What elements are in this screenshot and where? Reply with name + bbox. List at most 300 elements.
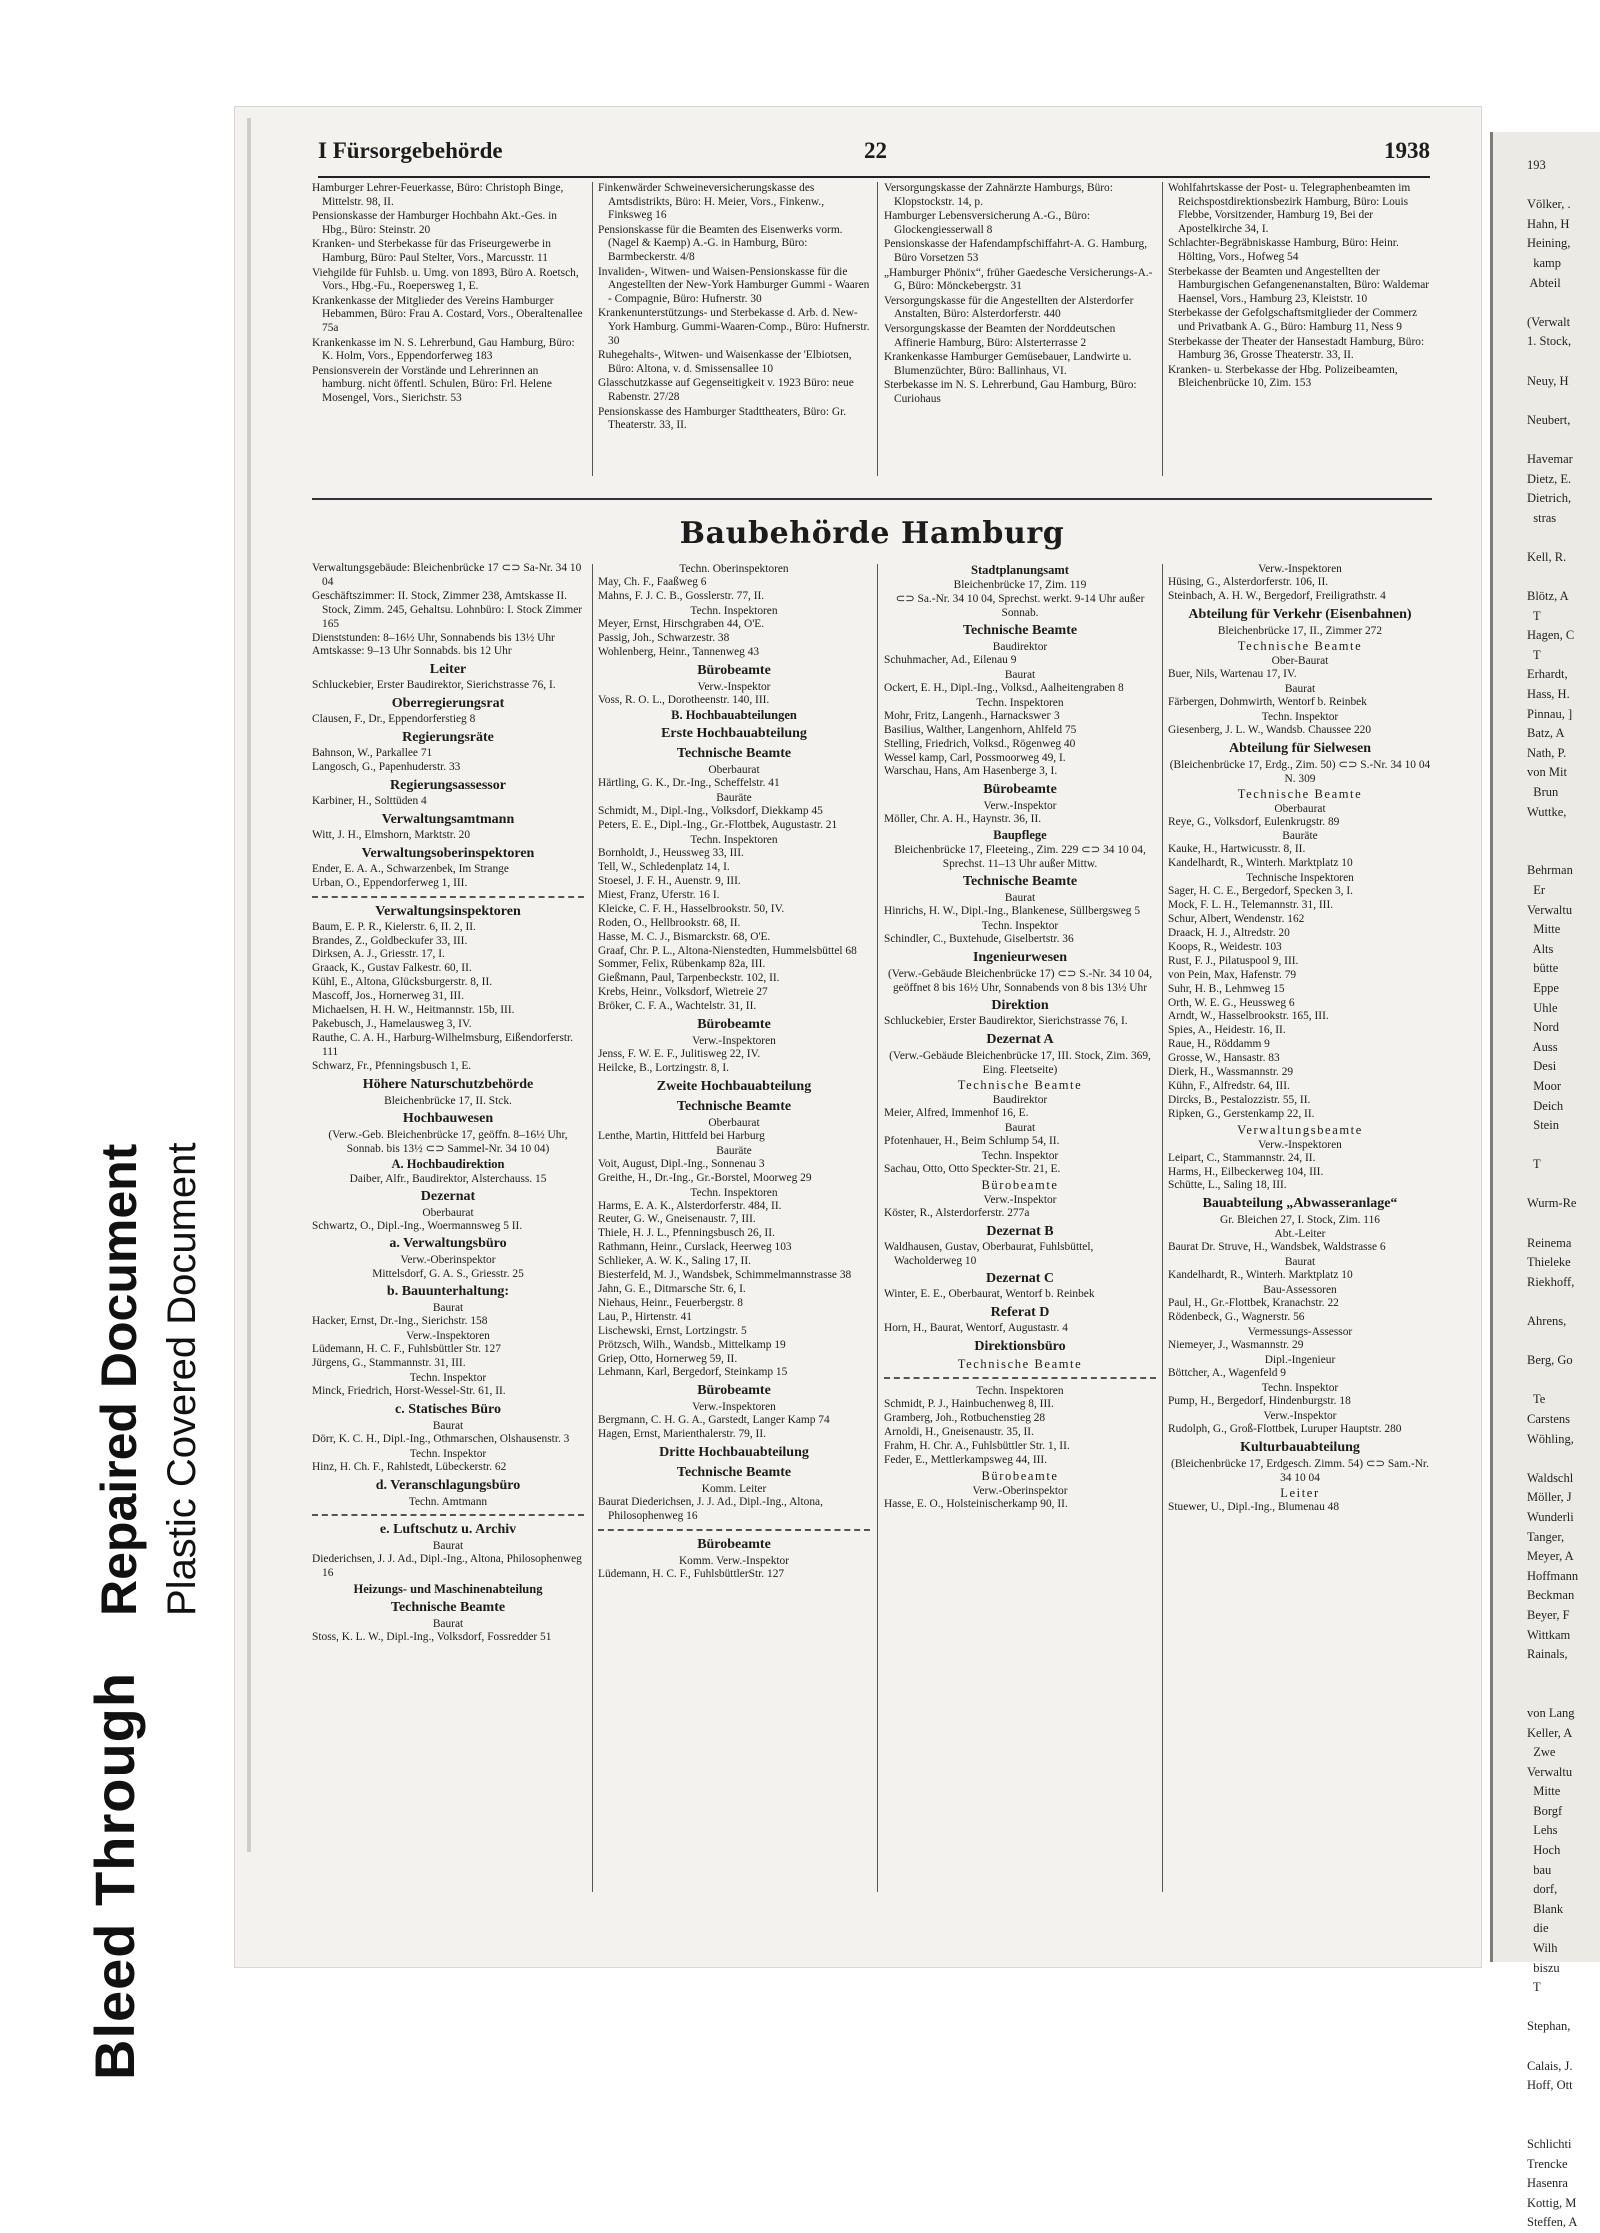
fuersorge-entry: Kranken- u. Sterbekasse der Hbg. Polizeibeamten, Bleichenbrücke 10, Zim. 153 — [1168, 363, 1398, 390]
baubehoerde-section — [312, 562, 1432, 1902]
fuersorge-entry: Sterbekasse der Gefolgschaftsmitglieder der Commerz und Privatbank A. G., Büro: Hamburg 11, Ness 9 — [1168, 307, 1418, 333]
sub-heading: Technische Inspektoren — [1246, 872, 1354, 885]
directory-entry: Hinrichs, H. W., Dipl.-Ing., Blankenese, Süllbergsweg 5 — [884, 905, 1141, 918]
directory-entry: Suhr, H. B., Lehmweg 15 — [1168, 982, 1285, 995]
directory-entry: Meier, Alfred, Immenhof 16, E. — [884, 1106, 1029, 1119]
sub-heading: Verw.-Inspektor — [983, 1193, 1057, 1206]
section-heading: Leiter — [429, 662, 467, 678]
sub-heading: Techn. Inspektor — [1261, 1381, 1339, 1394]
fuersorge-entry: Invaliden-, Witwen- und Waisen-Pensionskasse für die Angestellten der New-York Hamburger Gummi - Waaren - Compagnie, Büro: Hufnerstr. 30 — [598, 265, 870, 305]
section-heading: Dezernat C — [985, 1271, 1055, 1287]
directory-entry: Griep, Otto, Hornerweg 59, II. — [598, 1352, 738, 1365]
fuersorge-entry: „Hamburger Phönix“, früher Gaedesche Versicherungs-A.-G, Büro: Mönckebergstr. 31 — [884, 266, 1153, 293]
sub-heading: Daiber, Alfr., Baudirektor, Alsterchauss. 15 — [349, 1172, 547, 1185]
sub-heading: (Bleichenbrücke 17, Erdgesch. Zimm. 54) ⊂⊃ Sam.-Nr. 34 10 04 — [1171, 1457, 1429, 1484]
directory-entry: Kühn, F., Alfredstr. 64, III. — [1168, 1079, 1290, 1092]
section-heading: Technische Beamte — [676, 746, 792, 762]
section-heading: Abteilung für Verkehr (Eisenbahnen) — [1188, 606, 1412, 622]
directory-entry: Ender, E. A. A., Schwarzenbek, Im Strange — [312, 862, 509, 875]
section-heading: Bürobeamte — [697, 1536, 771, 1552]
directory-entry: Roden, O., Hellbrookstr. 68, II. — [598, 916, 741, 929]
section-heading: Oberregierungsrat — [391, 696, 505, 712]
header-page-number: 22 — [864, 138, 887, 163]
directory-entry: Verwaltungsgebäude: Bleichenbrücke 17 ⊂⊃ Sa-Nr. 34 10 04 — [312, 562, 582, 588]
directory-entry: Bergmann, C. H. G. A., Garstedt, Langer Kamp 74 — [598, 1414, 830, 1427]
directory-entry: Orth, W. E. G., Heussweg 6 — [1168, 996, 1295, 1009]
directory-entry: Rödenbeck, G., Wagnerstr. 56 — [1168, 1311, 1305, 1324]
fuersorge-entry: Hamburger Lebensversicherung A.-G., Büro: Glockengiesserwall 8 — [884, 210, 1091, 236]
fuersorge-entry: Schlachter-Begräbniskasse Hamburg, Büro: Heinr. Hölting, Vors., Hofweg 54 — [1168, 237, 1399, 263]
sub-heading: Bleichenbrücke 17, Fleeteing., Zim. 229 ⊂⊃ 34 10 04, Sprechst. 11–13 Uhr außer Mittw. — [894, 844, 1146, 871]
directory-entry: Greithe, H., Dr.-Ing., Gr.-Borstel, Moorweg 29 — [598, 1171, 812, 1184]
directory-entry: Baum, E. P. R., Kielerstr. 6, II. 2, II. — [312, 920, 476, 933]
directory-entry: Hasse, M. C. J., Bismarckstr. 68, O'E. — [598, 930, 771, 943]
directory-entry: Graaf, Chr. P. L., Altona-Nienstedten, Hummelsbüttel 68 — [598, 944, 857, 957]
sub-heading: Oberbaurat — [708, 1116, 760, 1129]
label-strip — [0, 568, 230, 2080]
directory-entry: Diederichsen, J. J. Ad., Dipl.-Ing., Altona, Philosophenweg 16 — [312, 1552, 582, 1579]
fuersorge-entry: Sterbekasse der Theater der Hansestadt Hamburg, Büro: Hamburg 36, Grosse Theaterstr. 33, II. — [1168, 335, 1425, 362]
directory-entry: Köster, R., Alsterdorferstr. 277a — [884, 1206, 1030, 1219]
section-heading: Höhere Naturschutzbehörde — [362, 1076, 534, 1092]
directory-entry: Mohr, Fritz, Langenh., Harnackswег 3 — [884, 709, 1060, 722]
spaced-heading: Technische Beamte — [1237, 786, 1363, 801]
column-rule — [1162, 182, 1163, 476]
directory-entry: Voit, August, Dipl.-Ing., Sonnenau 3 — [598, 1157, 765, 1170]
directory-entry: Wessel kamp, Carl, Possmoorweg 49, I. — [884, 751, 1066, 764]
column-rule — [877, 182, 878, 476]
sub-heading: Baurat — [1284, 1256, 1316, 1269]
section-heading: Bauabteilung „Abwasseranlage“ — [1202, 1196, 1398, 1212]
section-heading: Bürobeamte — [697, 1383, 771, 1399]
sub-heading: Techn. Inspektoren — [976, 696, 1064, 709]
directory-entry: Warschau, Hans, Am Hasenberge 3, I. — [884, 765, 1058, 778]
directory-entry: Mock, F. L. H., Telemannstr. 31, III. — [1168, 899, 1334, 912]
directory-entry: Hagen, Ernst, Marienthalerstr. 79, II. — [598, 1428, 766, 1441]
spaced-heading: Leiter — [1280, 1485, 1320, 1500]
sub-heading: Techn. Inspektoren — [690, 604, 778, 617]
label-bleed-through: Bleed Through — [83, 1671, 146, 2080]
directory-entry: Arndt, W., Hasselbrookstr. 165, III. — [1168, 1010, 1329, 1023]
fuersorge-entry: Krankenkasse Hamburger Gemüsebauer, Landwirte u. Blumenzüchter, Büro: Ballinhaus, VI. — [884, 351, 1132, 377]
fuersorge-entry: Kranken- und Sterbekasse für das Friseurgewerbe in Hamburg, Büro: Paul Stelter, Vors., Marcusstr. 11 — [312, 238, 551, 264]
sub-heading: Verw.-Inspektoren — [406, 1330, 490, 1343]
fuersorge-entry: Krankenkasse im N. S. Lehrerbund, Gau Hamburg, Büro: K. Holm, Vors., Eppendorferweg 183 — [312, 336, 575, 363]
directory-entry: Passig, Joh., Schwarzestr. 38 — [598, 631, 730, 644]
fuersorge-entry: Versorgungskasse der Beamten der Norddeutschen Affinerie Hamburg, Büro: Alsterterrasse 2 — [884, 322, 1116, 349]
neighbor-page — [1490, 132, 1600, 2230]
fuersorge-entry: Ruhegehalts-, Witwen- und Waisenkasse der 'Elbiotsen, Büro: Altona, v. d. Smissensallee 10 — [598, 349, 852, 375]
directory-entry: Schwarz, Fr., Pfenningsbusch 1, E. — [312, 1059, 472, 1072]
directory-entry: Kandelhardt, R., Winterh. Marktplatz 10 — [1168, 1269, 1353, 1282]
section-heading: Technische Beamte — [962, 623, 1078, 638]
fuersorge-section — [312, 182, 1432, 482]
sub-heading: (Verw.-Gebäude Bleichenbrücke 17, III. Stock, Zim. 369, Eing. Fleetseite) — [889, 1049, 1151, 1076]
main-title: Baubehörde Hamburg — [679, 516, 1065, 551]
sub-heading: Bauräte — [1282, 830, 1318, 843]
directory-entry: Bahnson, W., Parkallee 71 — [312, 747, 433, 760]
sub-heading: Baurat — [432, 1302, 464, 1315]
sub-heading: (Verw.-Geb. Bleichenbrücke 17, geöffn. 8–16½ Uhr, Sonnab. bis 13½ ⊂⊃ Sammel-Nr. 34 10 04) — [328, 1128, 568, 1155]
directory-entry: Schur, Albert, Wendenstr. 162 — [1168, 913, 1305, 926]
directory-entry: Härtling, G. K., Dr.-Ing., Scheffelstr. 41 — [598, 777, 780, 790]
fuersorge-entry: Sterbekasse im N. S. Lehrerbund, Gau Hamburg, Büro: Curiohaus — [884, 379, 1137, 405]
directory-entry: Miest, Franz, Uferstr. 16 I. — [598, 888, 720, 901]
sub-heading: Techn. Inspektoren — [690, 834, 778, 847]
directory-entry: Kleicke, C. F. H., Hasselbrookstr. 50, IV. — [598, 902, 785, 915]
sub-heading: Baurat — [432, 1420, 464, 1433]
spaced-heading: Bürobeamte — [981, 1177, 1059, 1192]
directory-entry: Schindler, C., Buxtehude, Giselbertstr. 36 — [884, 933, 1074, 946]
directory-entry: Steinbach, A. H. W., Bergedorf, Freiligrathstr. 4 — [1168, 589, 1386, 602]
directory-entry: Böttcher, A., Wagenfeld 9 — [1168, 1366, 1286, 1379]
column-rule — [592, 564, 593, 1892]
bold-heading: B. Hochbauabteilungen — [671, 708, 797, 723]
directory-entry: Lenthe, Martin, Hittfeld bei Harburg — [598, 1129, 765, 1142]
sub-heading: Bleichenbrücke 17, Zim. 119 — [953, 579, 1087, 591]
directory-entry: Dienststunden: 8–16½ Uhr, Sonnabends bis 13½ Uhr — [312, 631, 555, 644]
directory-entry: Paul, H., Gr.-Flottbek, Kranachstr. 22 — [1168, 1297, 1339, 1310]
directory-entry: Koops, R., Weidestr. 103 — [1168, 940, 1282, 953]
dash-separator — [312, 896, 584, 898]
sub-heading: Verw.-Inspektoren — [692, 1401, 776, 1414]
fuersorge-entry: Krankenunterstützungs- und Sterbekasse d. Arb. d. New-York Hamburg. Gummi-Waaren-Comp., Büro: Hufnerstr. 30 — [598, 307, 870, 347]
header-year: 1938 — [1384, 138, 1430, 163]
sub-heading: Baudirektor — [992, 1093, 1048, 1106]
sub-heading: Mittelsdorf, G. A. S., Griesstr. 25 — [372, 1268, 524, 1281]
sub-heading: Verw.-Inspektor — [697, 680, 771, 693]
directory-entry: Sachau, Otto, Otto Speckter-Str. 21, E. — [884, 1162, 1061, 1175]
section-divider — [312, 498, 1432, 500]
fuersorge-entry: Pensionskasse der Hamburger Hochbahn Akt.-Ges. in Hbg., Büro: Steinstr. 20 — [312, 210, 557, 236]
directory-entry: Jenss, F. W. E. F., Julitisweg 22, IV. — [598, 1048, 761, 1061]
directory-entry: Hasse, E. O., Holsteinischerkamp 90, II. — [884, 1497, 1068, 1510]
header-section: I Fürsorgebehörde — [318, 138, 503, 163]
directory-entry: Rathmann, Heinr., Curslack, Heerweg 103 — [598, 1241, 792, 1254]
directory-entry: Rudolph, G., Groß-Flottbek, Luruper Hauptstr. 280 — [1168, 1422, 1402, 1435]
header-rule — [318, 176, 1430, 178]
section-heading: Erste Hochbauabteilung — [661, 726, 807, 742]
directory-entry: Mascoff, Jos., Hornerweg 31, III. — [312, 990, 464, 1003]
directory-entry: Geschäftszimmer: II. Stock, Zimmer 238, Amtskasse II. Stock, Zimm. 245, Gehaltsu. Lohnbüro: I. Stock Zimmer 165 — [312, 589, 583, 630]
dash-separator — [312, 1514, 584, 1516]
sub-heading: Techn. Inspektor — [981, 1149, 1059, 1162]
directory-entry: Arnoldi, H., Gneisenaustr. 35, II. — [884, 1426, 1034, 1439]
section-heading: Referat D — [990, 1305, 1050, 1321]
column-rule — [877, 564, 878, 1892]
fuersorge-column-3 — [884, 182, 1156, 408]
section-heading: d. Veranschlagungsbüro — [375, 1477, 521, 1493]
sub-heading: Oberbaurat — [1274, 802, 1326, 815]
sub-heading: Techn. Oberinspektoren — [679, 563, 789, 575]
directory-entry: Dirksen, A. J., Griesstr. 17, I. — [312, 948, 445, 961]
section-heading: a. Verwaltungsbüro — [389, 1236, 507, 1252]
baubehoerde-column-4 — [1168, 562, 1432, 1515]
sub-heading: Oberbaurat — [708, 764, 760, 777]
section-heading: Bürobeamte — [983, 782, 1057, 798]
directory-entry: Harms, E. A. K., Alsterdorferstr. 484, II. — [598, 1199, 782, 1212]
directory-entry: Lau, P., Hirtenstr. 41 — [598, 1310, 692, 1323]
sub-heading: (Bleichenbrücke 17, Erdg., Zim. 50) ⊂⊃ S.-Nr. 34 10 04 N. 309 — [1169, 758, 1431, 785]
bold-heading: Heizungs- und Maschinenabteilung — [353, 1581, 543, 1596]
directory-entry: Jürgens, G., Stammannstr. 31, III. — [312, 1357, 466, 1370]
directory-entry: Dierk, H., Wassmannstr. 29 — [1168, 1066, 1294, 1079]
fuersorge-entry: Versorgungskasse der Zahnärzte Hamburgs, Büro: Klopstockstr. 14, p. — [884, 182, 1113, 208]
directory-entry: Reuter, G. W., Gneisenaustr. 7, III. — [598, 1213, 756, 1226]
directory-entry: Basilius, Walther, Langenhorn, Ahlfeld 75 — [884, 723, 1077, 736]
directory-entry: Meyer, Ernst, Hirschgraben 44, O'E. — [598, 617, 765, 630]
section-heading: Ingenieurwesen — [972, 950, 1068, 966]
directory-entry: Bornholdt, J., Heussweg 33, III. — [598, 847, 744, 860]
directory-entry: Hacker, Ernst, Dr.-Ing., Sierichstr. 158 — [312, 1315, 488, 1328]
sub-heading: Bau-Assessoren — [1263, 1284, 1337, 1297]
section-heading: Technische Beamte — [676, 1465, 792, 1481]
dash-separator — [598, 1529, 870, 1531]
bold-heading: Stadtplanungsamt — [971, 563, 1069, 577]
fuersorge-column-2 — [598, 182, 870, 434]
sub-heading: Baurat — [1004, 668, 1036, 681]
neighbor-page-text: 193 Völker, . Hahn, H Heining, kamp Abteil (Verwalt 1. Stock, Neuy, H Neubert, Havemar Dietz, E. Dietrich, stras Kell, R. Blötz, A T Hagen, C T Erhardt, Hass, H. Pinnau, ] Batz, A Nath, P. von Mit Brun Wuttke, Behrman Er Verwaltu Mitte Alts bütte Eppe Uhle Nord Auss Desi Moor Deich Stein T Wurm-Re Reinema Thieleke Riekhoff, Ahrens, Berg, Go Te Carstens Wöhling, Waldschl Möller, J Wunderli Tanger, Meyer, A Hoffmann Beckman Beyer, F Wittkam Rainals, von Lang Keller, A Zwe Verwaltu Mitte Borgf Lehs Hoch bau dorf, Blank die Wilh biszu T Stephan, Calais, J. Hoff, Ott Schlichti Trencke Hasenra Kottig, M Steffen, A — [1527, 158, 1579, 2230]
sub-heading: ⊂⊃ Sa.-Nr. 34 10 04, Sprechst. werkt. 9-14 Uhr außer Sonnab. — [895, 593, 1145, 619]
directory-entry: Stuewer, U., Dipl.-Ing., Blumenau 48 — [1168, 1500, 1340, 1513]
directory-entry: Ockert, E. H., Dipl.-Ing., Volksd., Aalheitengraben 8 — [884, 681, 1124, 694]
directory-entry: Bröker, C. F. A., Wachtelstr. 31, II. — [598, 1000, 757, 1013]
sub-heading: Verw.-Inspektoren — [1258, 563, 1342, 575]
fuersorge-entry: Pensionskasse der Hafendampfschiffahrt-A. G. Hamburg, Büro Vorsetzen 53 — [884, 238, 1148, 264]
dash-separator — [884, 1377, 1156, 1379]
directory-entry: Lüdemann, H. C. F., FuhlsbüttlerStr. 127 — [598, 1567, 785, 1580]
directory-entry: Horn, H., Baurat, Wentorf, Augustastr. 4 — [884, 1322, 1068, 1335]
directory-entry: Gramberg, Joh., Rotbuchenstieg 28 — [884, 1412, 1046, 1425]
directory-entry: Krebs, Heinr., Volksdorf, Wietreie 27 — [598, 986, 768, 999]
sub-heading: Verw.-Inspektor — [1263, 1409, 1337, 1422]
section-heading: Bürobeamte — [697, 1017, 771, 1033]
sub-heading: (Verw.-Gebäude Bleichenbrücke 17) ⊂⊃ S.-Nr. 34 10 04, geöffnet 8 bis 16½ Uhr, Sonnabends von 8 bis 13½ Uhr — [887, 968, 1153, 995]
directory-entry: Stoesel, J. F. H., Auenstr. 9, III. — [598, 874, 741, 887]
directory-entry: Möller, Chr. A. H., Haynstr. 36, II. — [884, 813, 1042, 826]
column-rule — [592, 182, 593, 476]
directory-entry: Schwartz, O., Dipl.-Ing., Woermannsweg 5 II. — [312, 1219, 523, 1232]
section-heading: Regierungsassessor — [390, 777, 506, 793]
directory-entry: Rauthe, C. A. H., Harburg-Wilhelmsburg, Eißendorferstr. 111 — [312, 1031, 574, 1058]
fuersorge-entry: Sterbekasse der Beamten und Angestellten der Hamburgischen Gefangenenanstalten, Büro: Waldemar Haensel, Vors., Hamburg 23, Kleiststr. 10 — [1168, 265, 1430, 305]
directory-entry: Raue, H., Röddamm 9 — [1168, 1038, 1270, 1051]
fuersorge-entry: Finkenwärder Schweineversicherungskasse des Amtsdistrikts, Büro: H. Meier, Vors., Finkenw., Finksweg 16 — [598, 182, 825, 222]
sub-heading: Dipl.-Ingenieur — [1264, 1353, 1336, 1366]
sub-heading: Komm. Leiter — [701, 1483, 767, 1496]
bold-heading: A. Hochbaudirektion — [391, 1156, 505, 1171]
directory-entry: Dörr, K. C. H., Dipl.-Ing., Othmarschen, Olshausenstr. 3 — [312, 1433, 570, 1446]
sub-heading: Baurat — [1004, 1121, 1036, 1134]
sub-heading: Techn. Inspektor — [409, 1372, 487, 1385]
section-heading: c. Statisches Büro — [395, 1402, 501, 1418]
section-heading: Verwaltungsoberinspektoren — [361, 845, 535, 861]
sub-heading: Abt.-Leiter — [1274, 1228, 1326, 1241]
directory-entry: Tell, W., Schledenplatz 14, I. — [598, 861, 730, 874]
directory-entry: Wohlenberg, Heinr., Tannenweg 43 — [598, 645, 760, 658]
label-plastic-covered: Plastic Covered Document — [160, 1142, 204, 1616]
directory-entry: Draack, H. J., Altredstr. 20 — [1168, 926, 1290, 939]
directory-entry: Feder, E., Mettlerkampsweg 44, III. — [884, 1453, 1048, 1466]
directory-entry: Stelling, Friedrich, Volksd., Rögenweg 40 — [884, 737, 1076, 750]
directory-entry: Ripken, G., Gerstenkamp 22, II. — [1168, 1107, 1315, 1120]
fuersorge-entry: Versorgungskasse für die Angestellten der Alsterdorfer Anstalten, Büro: Alsterdorferstr. 440 — [884, 294, 1134, 321]
directory-entry: Mahns, F. J. C. B., Gosslerstr. 77, II. — [598, 589, 765, 602]
directory-entry: Schütte, L., Saling 18, III. — [1168, 1179, 1287, 1192]
directory-entry: Niehaus, Heinr., Feuerbergstr. 8 — [598, 1296, 743, 1309]
sub-heading: Baudirektor — [992, 641, 1048, 653]
directory-entry: Clausen, F., Dr., Eppendorferstieg 8 — [312, 713, 476, 726]
sub-heading: Baurat — [1284, 682, 1316, 695]
directory-entry: Färbergen, Dohmwirth, Wentorf b. Reinbek — [1168, 695, 1367, 708]
sub-heading: Oberbaurat — [422, 1206, 474, 1219]
directory-entry: Lehmann, Karl, Bergedorf, Steinkamp 15 — [598, 1366, 788, 1379]
sub-heading: Techn. Inspektoren — [976, 1385, 1064, 1398]
directory-entry: Hinz, H. Ch. F., Rahlstedt, Lübeckerstr. 62 — [312, 1461, 507, 1473]
directory-entry: Leipart, C., Stammannstr. 24, II. — [1168, 1151, 1316, 1164]
fuersorge-entry: Pensionskasse des Hamburger Stadttheaters, Büro: Gr. Theaterstr. 33, II. — [598, 405, 847, 432]
directory-entry: Winter, E. E., Oberbaurat, Wentorf b. Reinbek — [884, 1288, 1095, 1301]
bold-heading: Baupflege — [993, 828, 1047, 843]
directory-entry: Kandelhardt, R., Winterh. Marktplatz 10 — [1168, 857, 1353, 870]
label-repaired-document: Repaired Document — [91, 1143, 147, 1616]
sub-heading: Techn. Amtmann — [408, 1495, 488, 1508]
section-heading: Hochbauwesen — [402, 1110, 494, 1126]
directory-entry: Gießmann, Paul, Tarpenbeckstr. 102, II. — [598, 972, 780, 985]
section-heading: Dritte Hochbauabteilung — [659, 1445, 809, 1461]
fuersorge-entry: Wohlfahrtskasse der Post- u. Telegraphenbeamten im Reichspostdirektionsbezirk Hamburg, Büro: Louis Flebbe, Vorsitzender, Hamburg 19, Bei der Apostelkirche 34, I. — [1168, 182, 1411, 235]
sub-heading: Bauräte — [716, 1144, 752, 1157]
directory-entry: Schlieker, A. W. K., Saling 17, II. — [598, 1255, 751, 1268]
sub-heading: Bleichenbrücke 17, II. Stck. — [384, 1094, 512, 1107]
sub-heading: Techn. Inspektoren — [690, 1186, 778, 1199]
directory-entry: Schmidt, M., Dipl.-Ing., Volksdorf, Diekkamp 45 — [598, 805, 823, 818]
sub-heading: Vermessungs-Assessor — [1247, 1326, 1353, 1338]
baubehoerde-column-3 — [884, 562, 1156, 1512]
sub-heading: Techn. Inspektor — [1261, 710, 1339, 723]
directory-entry: Urban, O., Eppendorferweg 1, III. — [312, 876, 468, 889]
directory-entry: Schluckebier, Erster Baudirektor, Sierichstrasse 76, I. — [312, 679, 556, 692]
directory-entry: Lüdemann, H. C. F., Fuhlsbüttler Str. 127 — [312, 1343, 501, 1356]
section-heading: Technische Beamte — [676, 1098, 792, 1114]
directory-entry: Pump, H., Bergedorf, Hindenburgstr. 18 — [1168, 1394, 1351, 1407]
directory-entry: Buer, Nils, Wartenau 17, IV. — [1168, 667, 1297, 680]
section-heading: b. Bauunterhaltung: — [386, 1284, 510, 1300]
page-binding-edge — [247, 118, 251, 1852]
section-heading: Technische Beamte — [962, 874, 1078, 890]
directory-entry: Schuhmacher, Ad., Eilenau 9 — [884, 654, 1017, 666]
sub-heading: Baurat — [1004, 892, 1036, 905]
directory-entry: Amtskasse: 9–13 Uhr Sonnabds. bis 12 Uhr — [312, 645, 512, 658]
fuersorge-entry: Pensionsverein der Vorstände und Lehrerinnen an hamburg. nicht öffentl. Schulen, Büro: Frl. Helene Mosengel, Vors., Sierichstr. 53 — [312, 364, 552, 404]
sub-heading: Verw.-Inspektoren — [1258, 1138, 1342, 1151]
fuersorge-column-1 — [312, 182, 584, 407]
section-heading: Kulturbauabteilung — [1240, 1439, 1360, 1455]
sub-heading: Ober-Baurat — [1271, 654, 1329, 667]
directory-entry: Schluckebier, Erster Baudirektor, Sierichstrasse 76, I. — [884, 1015, 1128, 1028]
directory-entry: von Pein, Max, Hafenstr. 79 — [1168, 968, 1297, 981]
spaced-heading: Bürobeamte — [981, 1468, 1059, 1483]
directory-entry: Pakebusch, J., Hamelausweg 3, IV. — [312, 1017, 472, 1030]
directory-entry: Baurat Dr. Struve, H., Wandsbek, Waldstrasse 6 — [1168, 1241, 1386, 1254]
directory-entry: Prötzsch, Wilh., Wandsb., Mittelkamp 19 — [598, 1338, 786, 1351]
directory-entry: Grosse, W., Hansastr. 83 — [1168, 1052, 1280, 1065]
page-header — [318, 138, 1430, 174]
directory-entry: Hüsing, G., Alsterdorferstr. 106, II. — [1168, 576, 1329, 588]
directory-entry: Biesterfeld, M. J., Wandsbek, Schimmelmannstrasse 38 — [598, 1269, 852, 1282]
directory-entry: Spies, A., Heidestr. 16, II. — [1168, 1024, 1286, 1037]
sub-heading: Bleichenbrücke 17, II., Zimmer 272 — [1217, 624, 1383, 637]
section-heading: Dezernat A — [986, 1031, 1054, 1047]
sub-heading: Baurat — [432, 1617, 464, 1630]
sub-heading: Bauräte — [716, 792, 752, 805]
sub-heading: Verw.-Oberinspektor — [972, 1484, 1068, 1497]
spaced-heading: Verwaltungsbeamte — [1237, 1122, 1363, 1137]
sub-heading: Techn. Inspektor — [409, 1448, 487, 1460]
fuersorge-entry: Hamburger Lehrer-Feuerkasse, Büro: Christoph Binge, Mittelstr. 98, II. — [312, 182, 564, 208]
directory-entry: Karbiner, H., Solttüden 4 — [312, 794, 427, 807]
sub-heading: Baurat — [432, 1539, 464, 1552]
column-rule — [1162, 564, 1163, 1892]
spaced-heading: Technische Beamte — [1237, 638, 1363, 653]
directory-entry: Witt, J. H., Elmshorn, Marktstr. 20 — [312, 828, 471, 841]
directory-entry: Thiele, H. J. L., Pfenningsbusch 26, II. — [598, 1227, 775, 1240]
directory-entry: Stoss, K. L. W., Dipl.-Ing., Volksdorf, Fossredder 51 — [312, 1630, 552, 1643]
directory-entry: Voss, R. O. L., Dorotheenstr. 140, III. — [598, 693, 770, 706]
section-heading: Technische Beamte — [390, 1599, 506, 1615]
section-heading: Direktion — [991, 998, 1049, 1014]
directory-entry: Harms, H., Eilbeckerweg 104, III. — [1168, 1165, 1324, 1178]
spaced-heading: Technische Beamte — [957, 1077, 1083, 1092]
directory-entry: Jahn, G. E., Ditmarsche Str. 6, I. — [598, 1283, 746, 1295]
section-heading: Bürobeamte — [697, 662, 771, 678]
section-heading: Regierungsräte — [402, 730, 494, 746]
sub-heading: Verw.-Inspektoren — [692, 1035, 776, 1048]
fuersorge-entry: Viehgilde für Fuhlsb. u. Umg. von 1893, Büro A. Roetsch, Vors., Hbg.-Fu., Roepersweg 1, E. — [312, 266, 579, 293]
section-heading: Dezernat — [420, 1188, 476, 1204]
directory-entry: Sommer, Felix, Rübenkamp 82a, III. — [598, 958, 766, 971]
section-heading: Verwaltungsinspektoren — [375, 903, 521, 919]
section-heading: Verwaltungsamtmann — [381, 811, 515, 827]
directory-entry: Langosch, G., Papenhuderstr. 33 — [312, 761, 461, 774]
directory-entry: May, Ch. F., Faaßweg 6 — [598, 576, 707, 588]
directory-entry: Frahm, H. Chr. A., Fuhlsbüttler Str. 1, II. — [884, 1439, 1070, 1452]
baubehoerde-column-2 — [598, 562, 870, 1582]
directory-entry: Minck, Friedrich, Horst-Wessel-Str. 61, II. — [312, 1385, 506, 1398]
directory-entry: Kauke, H., Hartwicusstr. 8, II. — [1168, 843, 1306, 856]
section-heading: Abteilung für Sielwesen — [1228, 740, 1372, 756]
scan-background — [0, 0, 1600, 48]
baubehoerde-column-1 — [312, 562, 584, 1645]
fuersorge-column-4 — [1168, 182, 1432, 392]
directory-entry: Graack, K., Gustav Falkestr. 60, II. — [312, 962, 472, 975]
section-heading: Direktionsbüro — [974, 1339, 1066, 1355]
directory-entry: Rust, F. J., Pilatuspool 9, III. — [1168, 954, 1299, 967]
directory-entry: Peters, E. E., Dipl.-Ing., Gr.-Flottbek, Augustastr. 21 — [598, 819, 838, 832]
directory-entry: Niemeyer, J., Wasmannstr. 29 — [1168, 1339, 1304, 1351]
fuersorge-entry: Krankenkasse der Mitglieder des Vereins Hamburger Hebammen, Büro: Frau A. Costard, Vors., Oberaltenallee 75a — [312, 294, 583, 334]
directory-entry: Baurat Diederichsen, J. J. Ad., Dipl.-Ing., Altona, Philosophenweg 16 — [598, 1496, 823, 1523]
fuersorge-entry: Glasschutzkasse auf Gegenseitigkeit v. 1923 Büro: neue Rabenstr. 27/28 — [598, 377, 854, 403]
directory-entry: Brandes, Z., Goldbeckufer 33, III. — [312, 934, 468, 947]
directory-entry: Sager, H. C. E., Bergedorf, Specken 3, I. — [1168, 885, 1354, 898]
sub-heading: Verw.-Oberinspektor — [400, 1254, 496, 1267]
sub-heading: Techn. Inspektor — [981, 920, 1059, 933]
sub-heading: Gr. Bleichen 27, I. Stock, Zim. 116 — [1220, 1214, 1380, 1227]
directory-entry: Giesenberg, J. L. W., Wandsb. Chaussee 220 — [1168, 723, 1372, 736]
section-heading: e. Luftschutz u. Archiv — [379, 1521, 517, 1537]
sub-heading: Verw.-Inspektor — [983, 800, 1057, 813]
